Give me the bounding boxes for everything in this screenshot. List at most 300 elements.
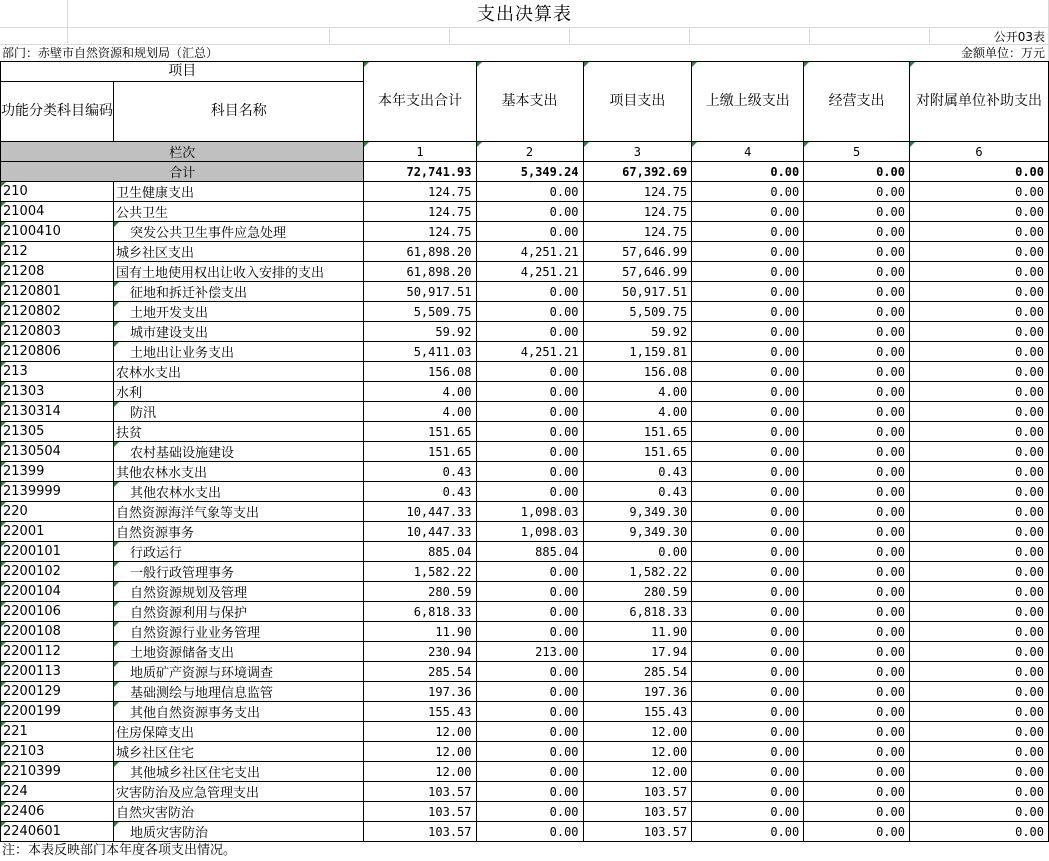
row-value: 0.00 <box>692 282 804 302</box>
row-code: 2240601 <box>1 822 114 842</box>
row-value: 0.00 <box>692 562 804 582</box>
table-row <box>1 822 1049 842</box>
row-code: 22001 <box>1 522 114 542</box>
row-value: 0.00 <box>692 742 804 762</box>
row-name: 水利 <box>114 382 364 402</box>
row-value: 156.08 <box>364 362 476 382</box>
row-value: 0.00 <box>692 682 804 702</box>
row-value: 0.00 <box>909 202 1048 222</box>
row-value: 0.43 <box>583 462 692 482</box>
row-value: 124.75 <box>364 202 476 222</box>
table-row <box>1 742 1049 762</box>
table-row <box>1 362 1049 382</box>
row-value: 4.00 <box>364 382 476 402</box>
row-name: 其他自然资源事务支出 <box>114 702 364 722</box>
row-value: 0.00 <box>909 462 1048 482</box>
row-value: 155.43 <box>364 702 476 722</box>
row-code: 2200102 <box>1 562 114 582</box>
row-value: 0.00 <box>476 802 583 822</box>
row-value: 0.00 <box>804 482 910 502</box>
row-value: 17.94 <box>583 642 692 662</box>
row-value: 0.00 <box>692 762 804 782</box>
row-value: 59.92 <box>364 322 476 342</box>
row-value: 0.00 <box>692 782 804 802</box>
row-value: 0.00 <box>804 422 910 442</box>
row-value: 0.00 <box>692 802 804 822</box>
row-value: 0.00 <box>476 702 583 722</box>
row-name: 城乡社区住宅 <box>114 742 364 762</box>
row-value: 885.04 <box>476 542 583 562</box>
row-value: 0.00 <box>476 822 583 842</box>
row-value: 0.00 <box>804 622 910 642</box>
table-row <box>1 782 1049 802</box>
row-code: 22103 <box>1 742 114 762</box>
row-code: 21303 <box>1 382 114 402</box>
row-value: 0.00 <box>692 222 804 242</box>
row-value: 0.00 <box>909 342 1048 362</box>
col-number: 1 <box>364 142 476 162</box>
row-value: 10,447.33 <box>364 502 476 522</box>
row-value: 1,159.81 <box>583 342 692 362</box>
row-value: 0.00 <box>909 502 1048 522</box>
row-value: 103.57 <box>583 822 692 842</box>
row-value: 0.00 <box>804 662 910 682</box>
row-code: 213 <box>1 362 114 382</box>
table-row <box>1 462 1049 482</box>
row-value: 0.00 <box>476 722 583 742</box>
row-value: 0.00 <box>804 782 910 802</box>
row-value: 0.00 <box>804 462 910 482</box>
table-title: 支出决算表 <box>477 4 572 25</box>
row-value: 156.08 <box>583 362 692 382</box>
table-row <box>1 802 1049 822</box>
row-value: 197.36 <box>583 682 692 702</box>
row-value: 0.00 <box>804 522 910 542</box>
department-label: 部门：赤壁市自然资源和规划局（汇总） <box>2 46 219 60</box>
row-value: 9,349.30 <box>583 522 692 542</box>
table-row <box>1 582 1049 602</box>
row-value: 1,582.22 <box>583 562 692 582</box>
row-value: 124.75 <box>364 182 476 202</box>
row-value: 0.00 <box>476 222 583 242</box>
row-value: 0.00 <box>476 782 583 802</box>
row-value: 280.59 <box>583 582 692 602</box>
row-value: 0.00 <box>692 722 804 742</box>
row-name: 土地开发支出 <box>114 302 364 322</box>
row-value: 0.00 <box>692 262 804 282</box>
lanci-label: 栏次 <box>1 142 364 162</box>
row-name: 地质灾害防治 <box>114 822 364 842</box>
table-row <box>1 322 1049 342</box>
row-value: 10,447.33 <box>364 522 476 542</box>
row-code: 224 <box>1 782 114 802</box>
row-value: 0.00 <box>804 822 910 842</box>
row-value: 0.00 <box>692 622 804 642</box>
header-project: 项目支出 <box>583 62 692 142</box>
row-code: 2139999 <box>1 482 114 502</box>
table-row <box>1 622 1049 642</box>
row-value: 285.54 <box>364 662 476 682</box>
row-value: 0.00 <box>476 282 583 302</box>
row-value: 103.57 <box>583 782 692 802</box>
row-value: 11.90 <box>583 622 692 642</box>
row-code: 2120801 <box>1 282 114 302</box>
header-item: 项目 <box>1 62 364 82</box>
row-value: 4,251.21 <box>476 342 583 362</box>
table-row <box>1 342 1049 362</box>
row-value: 0.00 <box>909 662 1048 682</box>
row-code: 2200113 <box>1 662 114 682</box>
table-row <box>1 702 1049 722</box>
row-name: 自然资源规划及管理 <box>114 582 364 602</box>
row-value: 0.00 <box>909 282 1048 302</box>
table-row <box>1 202 1049 222</box>
row-value: 12.00 <box>364 742 476 762</box>
row-value: 0.00 <box>692 342 804 362</box>
total-value: 0.00 <box>909 162 1048 182</box>
row-value: 213.00 <box>476 642 583 662</box>
row-name: 农林水支出 <box>114 362 364 382</box>
row-value: 0.00 <box>909 362 1048 382</box>
row-value: 0.00 <box>804 362 910 382</box>
header-basic: 基本支出 <box>476 62 583 142</box>
row-value: 0.00 <box>804 682 910 702</box>
col-number: 6 <box>909 142 1048 162</box>
row-value: 0.00 <box>692 402 804 422</box>
row-value: 0.00 <box>804 242 910 262</box>
row-value: 0.00 <box>909 182 1048 202</box>
row-value: 0.00 <box>909 562 1048 582</box>
table-row <box>1 302 1049 322</box>
row-value: 0.00 <box>909 542 1048 562</box>
row-value: 0.00 <box>692 382 804 402</box>
row-name: 农村基础设施建设 <box>114 442 364 462</box>
row-value: 4.00 <box>583 402 692 422</box>
row-value: 0.00 <box>476 582 583 602</box>
row-value: 0.00 <box>692 542 804 562</box>
row-name: 基础测绘与地理信息监管 <box>114 682 364 702</box>
row-code: 210 <box>1 182 114 202</box>
row-value: 0.00 <box>909 742 1048 762</box>
row-name: 卫生健康支出 <box>114 182 364 202</box>
row-value: 0.00 <box>476 422 583 442</box>
row-name: 土地出让业务支出 <box>114 342 364 362</box>
row-value: 0.00 <box>909 382 1048 402</box>
row-value: 230.94 <box>364 642 476 662</box>
row-value: 0.00 <box>804 342 910 362</box>
row-value: 0.00 <box>804 502 910 522</box>
row-name: 征地和拆迁补偿支出 <box>114 282 364 302</box>
row-code: 2130504 <box>1 442 114 462</box>
row-name: 其他农林水支出 <box>114 462 364 482</box>
row-value: 0.00 <box>909 242 1048 262</box>
table-row <box>1 482 1049 502</box>
row-value: 0.00 <box>909 782 1048 802</box>
row-value: 0.00 <box>692 442 804 462</box>
row-value: 0.00 <box>804 302 910 322</box>
row-value: 0.00 <box>804 182 910 202</box>
row-value: 0.00 <box>909 582 1048 602</box>
table-row <box>1 282 1049 302</box>
col-number: 2 <box>476 142 583 162</box>
table-row <box>1 422 1049 442</box>
row-code: 2200199 <box>1 702 114 722</box>
row-value: 0.00 <box>476 402 583 422</box>
row-name: 行政运行 <box>114 542 364 562</box>
row-value: 103.57 <box>583 802 692 822</box>
row-value: 0.00 <box>692 502 804 522</box>
row-value: 0.00 <box>476 482 583 502</box>
row-value: 12.00 <box>364 722 476 742</box>
total-row <box>1 162 1049 182</box>
row-code: 212 <box>1 242 114 262</box>
table-row <box>1 642 1049 662</box>
row-value: 0.00 <box>909 622 1048 642</box>
row-value: 0.00 <box>692 482 804 502</box>
row-value: 0.00 <box>909 722 1048 742</box>
row-value: 0.00 <box>909 522 1048 542</box>
table-row <box>1 522 1049 542</box>
row-value: 1,582.22 <box>364 562 476 582</box>
row-name: 公共卫生 <box>114 202 364 222</box>
total-value: 5,349.24 <box>476 162 583 182</box>
row-value: 0.43 <box>364 482 476 502</box>
row-value: 0.00 <box>692 642 804 662</box>
row-name: 自然资源海洋气象等支出 <box>114 502 364 522</box>
row-value: 0.00 <box>476 562 583 582</box>
row-value: 0.00 <box>692 242 804 262</box>
total-value: 0.00 <box>692 162 804 182</box>
row-value: 124.75 <box>364 222 476 242</box>
row-value: 0.00 <box>909 482 1048 502</box>
row-value: 0.00 <box>909 682 1048 702</box>
row-value: 151.65 <box>583 442 692 462</box>
row-code: 21305 <box>1 422 114 442</box>
row-value: 0.00 <box>804 602 910 622</box>
row-code: 2200104 <box>1 582 114 602</box>
row-value: 59.92 <box>583 322 692 342</box>
col-number: 4 <box>692 142 804 162</box>
row-value: 0.00 <box>804 442 910 462</box>
table-row <box>1 382 1049 402</box>
row-value: 0.00 <box>804 802 910 822</box>
row-name: 自然资源事务 <box>114 522 364 542</box>
row-value: 0.00 <box>692 362 804 382</box>
row-name: 土地资源储备支出 <box>114 642 364 662</box>
row-name: 其他城乡社区住宅支出 <box>114 762 364 782</box>
table-row <box>1 562 1049 582</box>
row-value: 151.65 <box>364 422 476 442</box>
row-value: 0.00 <box>692 322 804 342</box>
row-value: 0.00 <box>692 422 804 442</box>
row-value: 5,509.75 <box>583 302 692 322</box>
row-code: 2120802 <box>1 302 114 322</box>
row-code: 220 <box>1 502 114 522</box>
table-row <box>1 602 1049 622</box>
total-value: 67,392.69 <box>583 162 692 182</box>
row-value: 885.04 <box>364 542 476 562</box>
row-code: 2100410 <box>1 222 114 242</box>
row-value: 0.00 <box>909 442 1048 462</box>
row-name: 突发公共卫生事件应急处理 <box>114 222 364 242</box>
row-value: 0.00 <box>692 582 804 602</box>
row-value: 0.00 <box>804 562 910 582</box>
row-value: 103.57 <box>364 802 476 822</box>
row-value: 61,898.20 <box>364 262 476 282</box>
row-value: 61,898.20 <box>364 242 476 262</box>
row-value: 151.65 <box>583 422 692 442</box>
row-value: 124.75 <box>583 182 692 202</box>
row-name: 地质矿产资源与环境调查 <box>114 662 364 682</box>
row-value: 0.00 <box>909 302 1048 322</box>
row-value: 124.75 <box>583 222 692 242</box>
row-value: 0.00 <box>476 182 583 202</box>
row-value: 0.00 <box>692 522 804 542</box>
table-row <box>1 542 1049 562</box>
form-code: 公开03表 <box>993 30 1045 44</box>
row-code: 221 <box>1 722 114 742</box>
table-row <box>1 662 1049 682</box>
table-row <box>1 262 1049 282</box>
row-value: 0.00 <box>804 282 910 302</box>
row-name: 住房保障支出 <box>114 722 364 742</box>
total-value: 72,741.93 <box>364 162 476 182</box>
row-value: 5,411.03 <box>364 342 476 362</box>
row-name: 灾害防治及应急管理支出 <box>114 782 364 802</box>
row-value: 0.00 <box>476 322 583 342</box>
row-value: 0.00 <box>476 462 583 482</box>
row-value: 9,349.30 <box>583 502 692 522</box>
row-value: 0.00 <box>804 722 910 742</box>
row-value: 0.00 <box>909 642 1048 662</box>
row-value: 0.00 <box>909 262 1048 282</box>
row-name: 城市建设支出 <box>114 322 364 342</box>
row-value: 280.59 <box>364 582 476 602</box>
header-total: 本年支出合计 <box>364 62 476 142</box>
row-value: 0.00 <box>476 362 583 382</box>
row-value: 0.00 <box>804 202 910 222</box>
row-value: 151.65 <box>364 442 476 462</box>
row-value: 0.43 <box>364 462 476 482</box>
table-row <box>1 722 1049 742</box>
row-value: 0.00 <box>692 662 804 682</box>
row-name: 国有土地使用权出让收入安排的支出 <box>114 262 364 282</box>
row-code: 2200112 <box>1 642 114 662</box>
table-row <box>1 762 1049 782</box>
row-name: 自然资源行业业务管理 <box>114 622 364 642</box>
row-value: 0.00 <box>692 462 804 482</box>
row-value: 155.43 <box>583 702 692 722</box>
row-code: 2200108 <box>1 622 114 642</box>
header-upper: 上缴上级支出 <box>692 62 804 142</box>
row-value: 0.43 <box>583 482 692 502</box>
row-value: 0.00 <box>476 382 583 402</box>
row-value: 12.00 <box>583 762 692 782</box>
row-value: 0.00 <box>909 762 1048 782</box>
table-row <box>1 182 1049 202</box>
row-value: 0.00 <box>476 742 583 762</box>
row-code: 2200129 <box>1 682 114 702</box>
row-code: 2120803 <box>1 322 114 342</box>
row-value: 0.00 <box>692 702 804 722</box>
row-value: 124.75 <box>583 202 692 222</box>
row-value: 0.00 <box>909 602 1048 622</box>
row-value: 0.00 <box>583 542 692 562</box>
row-value: 0.00 <box>476 622 583 642</box>
row-value: 103.57 <box>364 822 476 842</box>
table-row <box>1 682 1049 702</box>
row-value: 6,818.33 <box>364 602 476 622</box>
row-value: 1,098.03 <box>476 522 583 542</box>
total-value: 0.00 <box>804 162 910 182</box>
row-value: 0.00 <box>804 262 910 282</box>
row-value: 0.00 <box>692 602 804 622</box>
table-row <box>1 242 1049 262</box>
row-value: 12.00 <box>364 762 476 782</box>
row-value: 0.00 <box>909 702 1048 722</box>
row-value: 0.00 <box>909 322 1048 342</box>
table-row <box>1 442 1049 462</box>
row-code: 2200106 <box>1 602 114 622</box>
row-code: 2200101 <box>1 542 114 562</box>
row-value: 0.00 <box>692 202 804 222</box>
row-value: 11.90 <box>364 622 476 642</box>
row-value: 0.00 <box>692 182 804 202</box>
row-value: 0.00 <box>804 402 910 422</box>
row-name: 扶贫 <box>114 422 364 442</box>
header-business: 经营支出 <box>804 62 910 142</box>
header-code: 功能分类科目编码 <box>1 82 114 142</box>
row-value: 57,646.99 <box>583 242 692 262</box>
row-value: 0.00 <box>476 442 583 462</box>
row-code: 21399 <box>1 462 114 482</box>
row-value: 57,646.99 <box>583 262 692 282</box>
row-code: 21004 <box>1 202 114 222</box>
row-value: 0.00 <box>804 542 910 562</box>
row-value: 6,818.33 <box>583 602 692 622</box>
row-value: 0.00 <box>804 582 910 602</box>
row-code: 22406 <box>1 802 114 822</box>
row-value: 103.57 <box>364 782 476 802</box>
row-value: 197.36 <box>364 682 476 702</box>
col-number: 3 <box>583 142 692 162</box>
row-value: 0.00 <box>804 702 910 722</box>
header-subsidy: 对附属单位补助支出 <box>909 62 1048 142</box>
row-name: 其他农林水支出 <box>114 482 364 502</box>
row-code: 2120806 <box>1 342 114 362</box>
row-value: 0.00 <box>804 322 910 342</box>
row-name: 城乡社区支出 <box>114 242 364 262</box>
row-value: 4.00 <box>583 382 692 402</box>
header-name: 科目名称 <box>114 82 364 142</box>
row-value: 0.00 <box>909 402 1048 422</box>
row-value: 0.00 <box>476 762 583 782</box>
row-value: 0.00 <box>909 422 1048 442</box>
row-value: 0.00 <box>909 802 1048 822</box>
table-row <box>1 222 1049 242</box>
footnote: 注：本表反映部门本年度各项支出情况。 <box>2 843 237 858</box>
row-value: 285.54 <box>583 662 692 682</box>
row-value: 0.00 <box>909 822 1048 842</box>
row-value: 4,251.21 <box>476 242 583 262</box>
expenditure-table <box>0 61 1049 842</box>
row-value: 0.00 <box>909 222 1048 242</box>
row-value: 50,917.51 <box>364 282 476 302</box>
row-value: 0.00 <box>476 602 583 622</box>
row-value: 0.00 <box>476 302 583 322</box>
table-row <box>1 502 1049 522</box>
row-value: 1,098.03 <box>476 502 583 522</box>
